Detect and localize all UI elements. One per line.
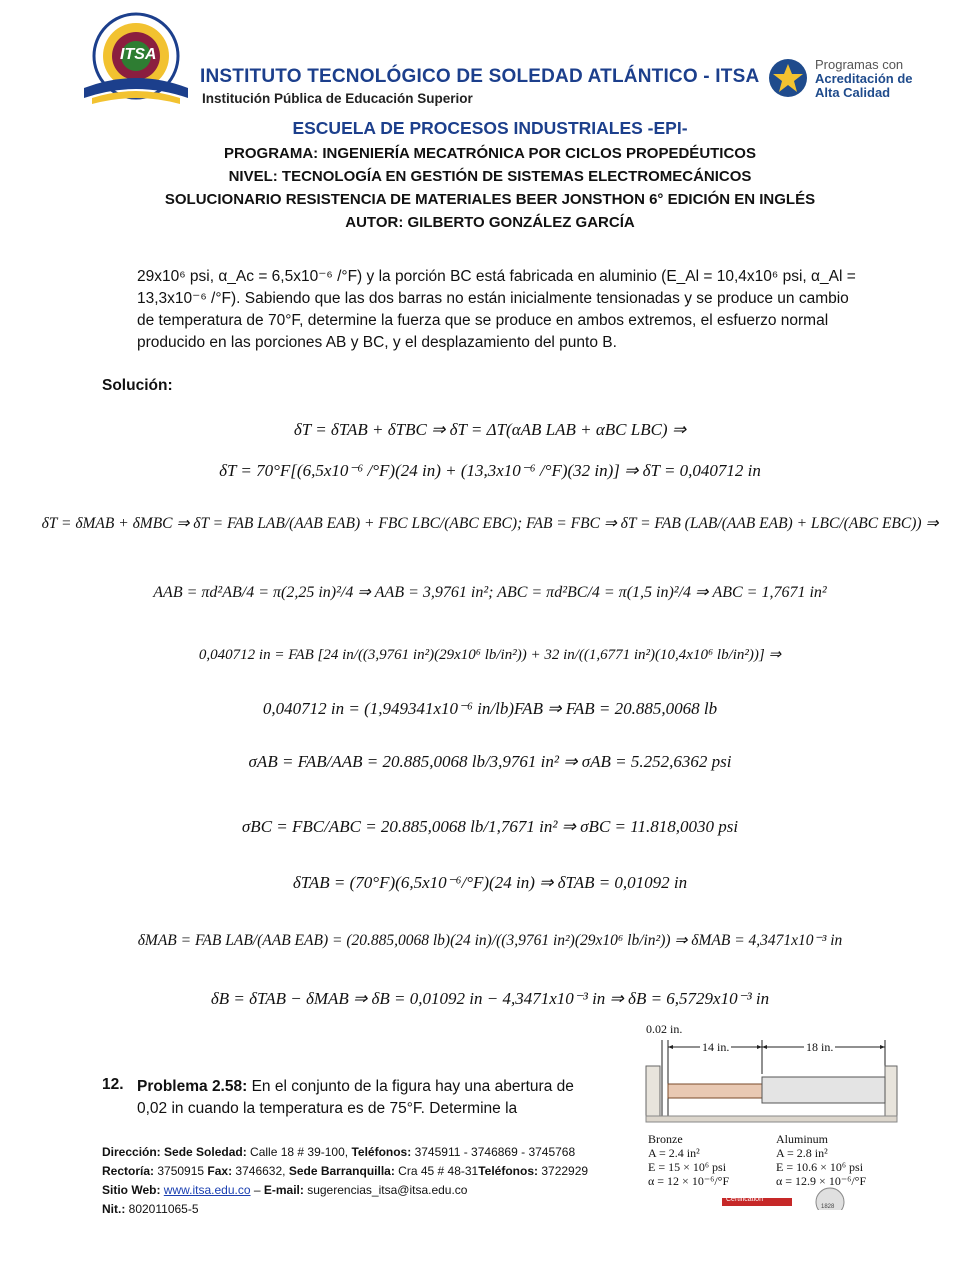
equation-9: δTAB = (70°F)(6,5x10⁻⁶/°F)(24 in) ⇒ δTAB = 0,01092 in	[292, 873, 688, 892]
gap-label: 0.02 in.	[646, 1022, 683, 1036]
problem-line-4: producido en las porciones AB y BC, y el desplazamiento del punto B.	[137, 334, 617, 351]
footer-fax-label: Fax:	[207, 1164, 233, 1178]
accreditation-text	[815, 58, 913, 100]
footer-address-label: Dirección: Sede Soledad:	[102, 1145, 247, 1159]
footer-phones2: 3722929	[538, 1164, 589, 1178]
footer-fax: 3746632,	[232, 1164, 289, 1178]
institution-name: INSTITUTO TECNOLÓGICO DE SOLEDAD ATLÁNTICO - ITSA	[200, 66, 760, 87]
footer-nit: 802011065-5	[125, 1202, 199, 1216]
dim-right-label: 18 in.	[806, 1040, 834, 1054]
institution-subtitle: Institución Pública de Educación Superior	[202, 91, 473, 106]
bronze-alpha: α = 12 × 10⁻⁶/°F	[648, 1174, 730, 1188]
footer-email: sugerencias_itsa@itsa.edu.co	[303, 1183, 468, 1197]
assembly-figure	[640, 1020, 900, 1210]
program-title: PROGRAMA: INGENIERÍA MECATRÓNICA POR CICLOS PROPEDÉUTICOS	[224, 145, 756, 162]
dim-left-label: 14 in.	[702, 1040, 730, 1054]
next-problem-label: Problema 2.58:	[137, 1078, 248, 1095]
footer-separator: –	[250, 1183, 264, 1197]
next-problem-text	[137, 1076, 623, 1120]
seal-year: 1828	[821, 1204, 835, 1210]
problem-line-2: 13,3x10⁻⁶ /°F). Sabiendo que las dos barras no están inicialmente tensionadas y se produce un cambio	[137, 290, 849, 307]
footer-line-4	[102, 1200, 588, 1219]
footer-email-label: E-mail:	[263, 1183, 304, 1197]
problem-line-1: 29x10⁶ psi, α_Ac = 6,5x10⁻⁶ /°F) y la porción BC está fabricada en aluminio (E_Al = 10,4x10⁶ psi, α_Al =	[137, 268, 856, 285]
equation-1: δT = δTAB + δTBC ⇒ δT = ΔT(αAB LAB + αBC LBC) ⇒	[293, 420, 687, 439]
footer	[102, 1143, 588, 1219]
footer-phones2-label: Teléfonos:	[478, 1164, 539, 1178]
certification-label: Certification	[726, 1196, 763, 1203]
bronze-properties	[648, 1132, 729, 1188]
bronze-name: Bronze	[648, 1132, 683, 1146]
itsa-logo	[78, 8, 196, 108]
problem-statement	[137, 266, 897, 354]
accreditation-line2: Acreditación de	[815, 71, 913, 86]
aluminum-name: Aluminum	[776, 1132, 829, 1146]
equation-6: 0,040712 in = (1,949341x10⁻⁶ in/lb)FAB ⇒ FAB = 20.885,0068 lb	[262, 699, 718, 718]
accreditation-badge	[768, 58, 808, 98]
problem-line-3: de temperatura de 70°F, determine la fuerza que se produce en ambos extremos, el esfuerzo normal	[137, 312, 829, 329]
footer-web-label: Sitio Web:	[102, 1183, 161, 1197]
solution-label: Solución:	[102, 377, 173, 394]
equation-2: δT = 70°F[(6,5x10⁻⁶ /°F)(24 in) + (13,3x10⁻⁶ /°F)(32 in)] ⇒ δT = 0,040712 in	[219, 461, 761, 480]
next-problem-text-1: En el conjunto de la figura hay una abertura de	[251, 1078, 574, 1095]
bronze-modulus: E = 15 × 10⁶ psi	[648, 1160, 727, 1174]
footer-line-2	[102, 1162, 588, 1181]
equation-4: AAB = πd²AB/4 = π(2,25 in)²/4 ⇒ AAB = 3,9761 in²; ABC = πd²BC/4 = π(1,5 in)²/4 ⇒ ABC = 1,7671 in²	[153, 584, 827, 601]
footer-rectoria-label: Rectoría:	[102, 1164, 155, 1178]
level-title: NIVEL: TECNOLOGÍA EN GESTIÓN DE SISTEMAS ELECTROMECÁNICOS	[228, 168, 752, 185]
accreditation-line1: Programas con	[815, 57, 904, 72]
bronze-area: A = 2.4 in²	[648, 1146, 700, 1160]
next-problem-text-2: 0,02 in cuando la temperatura es de 75°F. Determine la	[137, 1100, 518, 1117]
equation-10: δMAB = FAB LAB/(AAB EAB) = (20.885,0068 lb)(24 in)/((3,9761 in²)(29x10⁶ lb/in²)) ⇒ δMAB = 4,3471x10⁻³ in	[137, 932, 843, 949]
author-title: AUTOR: GILBERTO GONZÁLEZ GARCÍA	[345, 214, 635, 231]
solutions-title: SOLUCIONARIO RESISTENCIA DE MATERIALES BEER JONSTHON 6° EDICIÓN EN INGLÉS	[164, 191, 816, 208]
school-title: ESCUELA DE PROCESOS INDUSTRIALES -EPI-	[292, 118, 688, 138]
star-badge-icon	[768, 58, 808, 98]
website-link[interactable]: www.itsa.edu.co	[163, 1183, 251, 1197]
footer-phones-label: Teléfonos:	[351, 1145, 412, 1159]
footer-address: Calle 18 # 39-100,	[246, 1145, 352, 1159]
footer-line-1	[102, 1143, 588, 1162]
logo-mark: ITSA	[120, 46, 157, 63]
equation-5: 0,040712 in = FAB [24 in/((3,9761 in²)(29x10⁶ lb/in²)) + 32 in/((1,6771 in²)(10,4x10⁶ lb/in²))] ⇒	[198, 647, 782, 663]
equation-7: σAB = FAB/AAB = 20.885,0068 lb/3,9761 in² ⇒ σAB = 5.252,6362 psi	[248, 752, 732, 771]
next-problem-line-1	[137, 1076, 623, 1098]
equation-8: σBC = FBC/ABC = 20.885,0068 lb/1,7671 in² ⇒ σBC = 11.818,0030 psi	[241, 817, 739, 836]
equation-3: δT = δMAB + δMBC ⇒ δT = FAB LAB/(AAB EAB) + FBC LBC/(ABC EBC); FAB = FBC ⇒ δT = FAB (LAB/(AAB EAB) + LBC/(ABC EBC)) ⇒	[41, 515, 939, 532]
aluminum-area: A = 2.8 in²	[776, 1146, 828, 1160]
equation-11: δB = δTAB − δMAB ⇒ δB = 0,01092 in − 4,3471x10⁻³ in ⇒ δB = 6,5729x10⁻³ in	[210, 989, 770, 1008]
aluminum-alpha: α = 12.9 × 10⁻⁶/°F	[776, 1174, 867, 1188]
footer-rectoria: 3750915	[154, 1164, 208, 1178]
footer-nit-label: Nit.:	[102, 1202, 126, 1216]
footer-phones: 3745911 - 3746869 - 3745768	[411, 1145, 576, 1159]
accreditation-line3: Alta Calidad	[815, 85, 891, 100]
aluminum-modulus: E = 10.6 × 10⁶ psi	[776, 1160, 864, 1174]
aluminum-properties	[776, 1132, 866, 1188]
problem-number: 12.	[102, 1076, 124, 1093]
footer-line-3	[102, 1181, 588, 1200]
footer-barranquilla: Cra 45 # 48-31	[394, 1164, 479, 1178]
footer-barranquilla-label: Sede Barranquilla:	[288, 1164, 395, 1178]
